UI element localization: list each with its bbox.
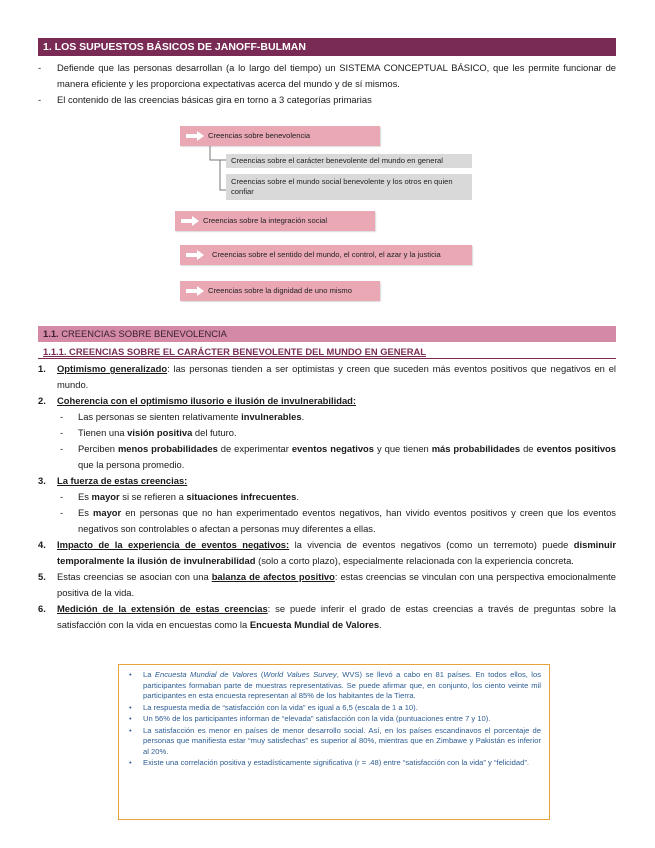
section-heading-1-1	[38, 326, 616, 342]
sub-item: - Es mayor si se refieren a situaciones infrecuentes.	[38, 489, 616, 505]
arrow-right-icon	[186, 250, 204, 260]
intro-list	[38, 60, 616, 108]
item-heading: La fuerza de estas creencias:	[57, 475, 188, 486]
sub-item: - Es mayor en personas que no han experimentado eventos negativos, han vivido eventos positivos y creen que los eventos negativos son controlables o afectan a personas muy diferentes a ellas.	[38, 505, 616, 537]
diagram-sub-box-1: Creencias sobre el carácter benevolente del mundo en general	[226, 154, 472, 168]
section-number: 1.1.	[43, 328, 59, 339]
diagram-box-integration	[175, 211, 375, 231]
box-bullet-5: • Existe una correlación positiva y estadísticamente significativa (r = .48) entre “satisfacción con la vida” y “felicidad”.	[127, 758, 541, 769]
item-number: 4.	[38, 539, 46, 550]
section-title: CREENCIAS SOBRE BENEVOLENCIA	[61, 328, 227, 339]
diagram-box-dignity	[180, 281, 380, 301]
diagram-connector	[208, 146, 228, 204]
item-number: 2.	[38, 395, 46, 406]
beliefs-diagram	[38, 110, 616, 322]
item-text: : las personas tienden a ser optimistas y creen que suceden más eventos positivos que negativos en el mundo.	[57, 363, 616, 390]
intro-bullet-2: - El contenido de las creencias básicas gira en torno a 3 categorías primarias	[38, 92, 616, 108]
diagram-box-label: Creencias sobre el sentido del mundo, el control, el azar y la justicia	[212, 250, 441, 259]
document-page	[38, 38, 616, 633]
list-item-6: 6. Medición de la extensión de estas creencias: se puede inferir el grado de estas creencias a través de preguntas sobre la satisfacción con la vida en encuestas como la Encuesta Mundial de Valores.	[38, 603, 616, 630]
sub-item: - Perciben menos probabilidades de experimentar eventos negativos y que tienen más probabilidades de eventos positivos que la persona promedio.	[38, 441, 616, 473]
diagram-box-label: Creencias sobre benevolencia	[208, 131, 311, 140]
diagram-box-meaning	[180, 245, 472, 265]
diagram-box-label: Creencias sobre la integración social	[203, 216, 328, 225]
diagram-sub-box-2: Creencias sobre el mundo social benevolente y los otros en quien confiar	[226, 174, 472, 200]
item-number: 1.	[38, 363, 46, 374]
arrow-right-icon	[181, 216, 199, 226]
list-item-2	[38, 393, 616, 409]
wvs-info-box	[118, 664, 550, 820]
arrow-right-icon	[186, 286, 204, 296]
list-item-1	[38, 361, 616, 393]
item-number: 5.	[38, 571, 46, 582]
diagram-box-label: Creencias sobre la dignidad de uno mismo	[208, 286, 352, 295]
item-heading: Medición de la extensión de estas creencias	[57, 603, 268, 614]
box-bullet-4: • La satisfacción es menor en países de menor desarrollo social. Así, en los países escandinavos el porcentaje de personas que manifiesta estar “muy satisfechas” es superior al 80%, mientras que en Zimbawe y Pakistán es inferior al 20%.	[127, 726, 541, 758]
intro-bullet-1: - Defiende que las personas desarrollan (a lo largo del tiempo) un SISTEMA CONCEPTUAL BÁSICO, que les permite funcionar de manera eficiente y les proporciona expectativas acerca del mundo y de sí mismos.	[38, 60, 616, 92]
diagram-box-benevolence	[180, 126, 380, 146]
sub-item: - Las personas se sienten relativamente invulnerables.	[38, 409, 616, 425]
item-heading: Impacto de la experiencia de eventos negativos:	[57, 539, 290, 550]
box-bullet-2: • La respuesta media de “satisfacción con la vida” es igual a 6,5 (escala de 1 a 10).	[127, 703, 541, 714]
item-heading: Optimismo generalizado	[57, 363, 168, 374]
box-bullet-3: • Un 56% de los participantes informan de “elevada” satisfacción con la vida (puntuaciones entre 7 y 10).	[127, 714, 541, 725]
list-item-4: 4. Impacto de la experiencia de eventos negativos: la vivencia de eventos negativos (como un terremoto) puede disminuir temporalmente la ilusión de invulnerabilidad (solo a corto plazo), especialmente relacionada con la experiencia concreta.	[38, 539, 616, 566]
list-item-3	[38, 473, 616, 489]
numbered-list	[38, 361, 616, 633]
item-heading: Coherencia con el optimismo ilusorio e ilusión de invulnerabilidad:	[57, 395, 357, 406]
section-heading-1-1-1: 1.1.1. CREENCIAS SOBRE EL CARÁCTER BENEVOLENTE DEL MUNDO EN GENERAL	[38, 342, 616, 359]
item-heading: balanza de afectos positivo	[211, 571, 335, 582]
box-bullet-1: • La Encuesta Mundial de Valores (World Values Survey, WVS) se llevó a cabo en 81 países. En todos ellos, los participantes formaban parte de muestras representativas. Se puede afirmar que, en conjunto, los ciento veinte mil participantes en esta encuesta representan al 85% de los habitantes de la Tierra.	[127, 670, 541, 702]
item-number: 3.	[38, 475, 46, 486]
sub-item: - Tienen una visión positiva del futuro.	[38, 425, 616, 441]
item-number: 6.	[38, 603, 46, 614]
section-heading-1: 1. LOS SUPUESTOS BÁSICOS DE JANOFF-BULMAN	[38, 38, 616, 56]
arrow-right-icon	[186, 131, 204, 141]
list-item-5: 5. Estas creencias se asocian con una balanza de afectos positivo: estas creencias se vinculan con una perspectiva emocionalmente positiva de la vida.	[38, 571, 616, 598]
